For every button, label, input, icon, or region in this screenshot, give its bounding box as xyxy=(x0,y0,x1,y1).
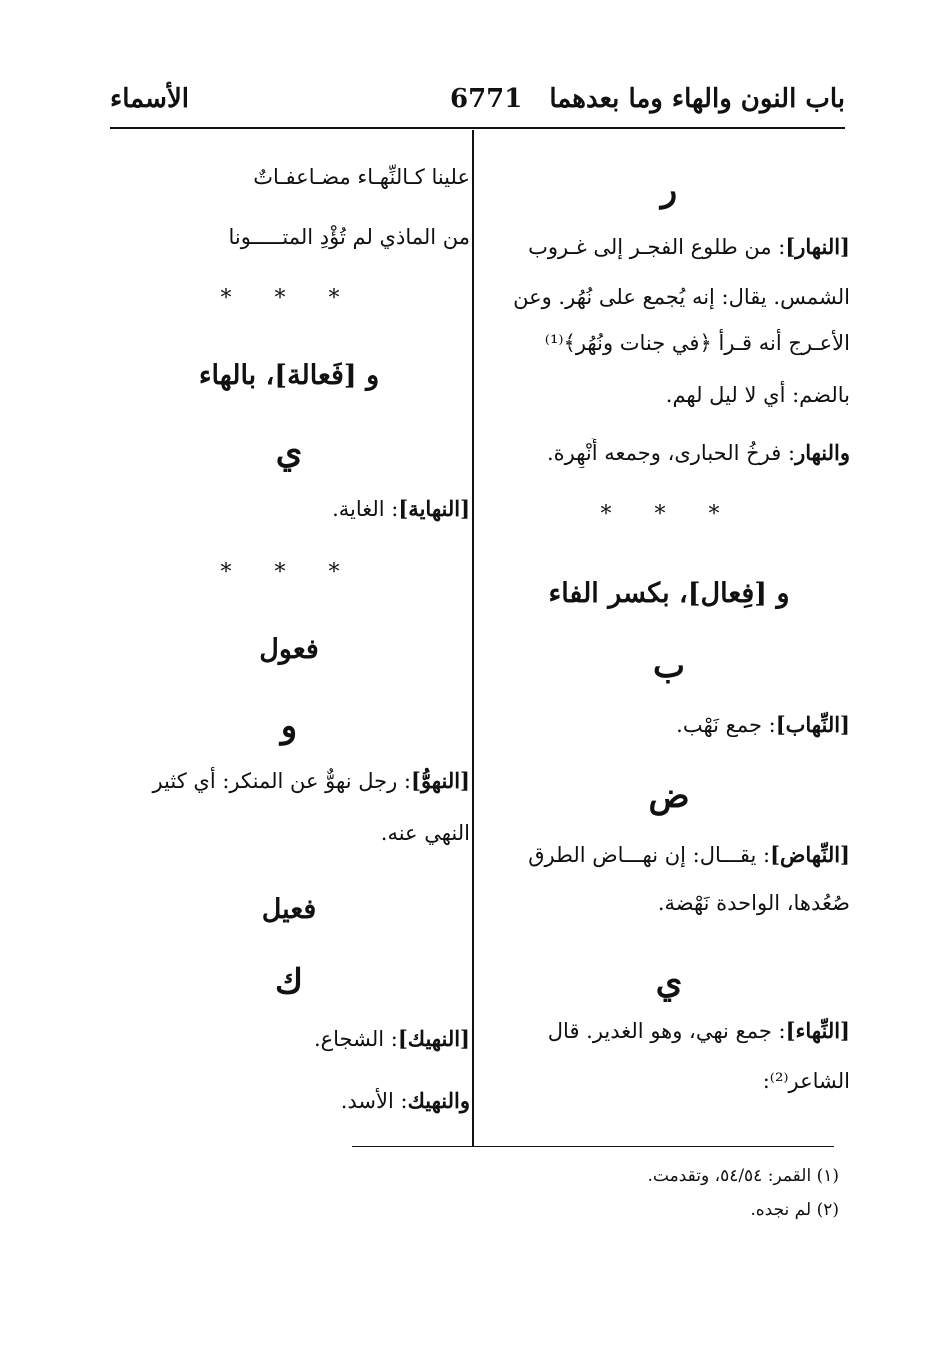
nahar2-text: : فرخُ الحبارى، وجمعه أَنْهِرة. xyxy=(546,441,796,465)
entry-nahar-line4: بالضم: أي لا ليل لهم. xyxy=(665,383,850,407)
page-number: 6771 xyxy=(450,84,523,114)
letter-heading-r: ر xyxy=(660,170,678,210)
term-nahar2: والنهار xyxy=(795,440,850,465)
section-heading-faala: و [فَعالة]، بالهاء xyxy=(198,360,380,391)
letter-heading-d: ض xyxy=(648,776,690,816)
term-nihab: [النِّهاب] xyxy=(775,712,850,737)
entry-nihad-line1 xyxy=(488,840,850,870)
entry-nihaa-line1 xyxy=(488,1016,850,1046)
term-nihaya: [النهاية] xyxy=(398,496,470,521)
nahar-text-1: : من طلوع الفجـر إلى غـروب xyxy=(528,235,786,259)
entry-nahw-line2: النهي عنه. xyxy=(380,821,470,845)
letter-heading-y: ي xyxy=(655,962,683,1002)
entry-nahar2 xyxy=(488,438,850,468)
entry-nahar-line1 xyxy=(488,232,850,262)
verse-line1: علينا كـالنِّهـاء مضـاعفـاتٌ xyxy=(253,165,470,189)
footnote-1: (١) القمر: ٥٤/٥٤، وتقدمت. xyxy=(647,1166,839,1186)
section-heading-fial: و [فِعال]، بكسر الفاء xyxy=(548,578,790,609)
section-title: الأسماء xyxy=(110,84,190,114)
column-divider xyxy=(472,130,474,1147)
footnote-2: (٢) لم نجده. xyxy=(750,1200,839,1220)
section-heading-faul: فعول xyxy=(259,634,319,665)
entry-nihaa-line2: الشاعر⁽²⁾: xyxy=(762,1069,850,1093)
entry-nihaya xyxy=(108,494,470,524)
chapter-title: باب النون والهاء وما بعدهما xyxy=(549,84,845,114)
header-rule xyxy=(110,127,845,129)
section-separator-2: * * * xyxy=(220,560,358,585)
nahw-text-1: : رجل نهوٌّ عن المنكر: أي كثير xyxy=(152,769,412,793)
nihab-text: : جمع نَهْب. xyxy=(676,713,776,737)
term-nahar: [النهار] xyxy=(785,234,850,259)
section-heading-fail: فعيل xyxy=(261,894,317,925)
entry-nahar-line3: الأعـرج أنه قـرأ ﴿في جنات ونُهُر﴾⁽¹⁾ xyxy=(544,331,850,355)
entry-nihad-line2: صُعُدها، الواحدة نَهْضة. xyxy=(657,891,850,915)
entry-nahik xyxy=(108,1024,470,1054)
nihaa-text-1: : جمع نهي، وهو الغدير. قال xyxy=(547,1019,786,1043)
nihaya-text: : الغاية. xyxy=(332,497,399,521)
section-separator: * * * xyxy=(600,502,738,527)
section-separator-1: * * * xyxy=(220,286,358,311)
letter-heading-k: ك xyxy=(274,962,304,1002)
entry-nahw-line1 xyxy=(108,766,470,796)
term-nahik2: والنهيك xyxy=(407,1088,470,1113)
nahik2-text: : الأسد. xyxy=(340,1089,408,1113)
term-nahw: [النهوُّ] xyxy=(411,768,470,793)
nahik-text: : الشجاع. xyxy=(313,1027,398,1051)
letter-heading-b: ب xyxy=(652,646,685,686)
entry-nihab xyxy=(488,710,850,740)
page-header xyxy=(110,84,845,124)
letter-heading-w: و xyxy=(280,706,298,746)
footnote-rule xyxy=(352,1146,834,1147)
nihad-text-1: : يقـــال: إن نهـــاض الطرق xyxy=(528,843,771,867)
term-nahik: [النهيك] xyxy=(397,1026,470,1051)
letter-heading-y: ي xyxy=(275,432,303,472)
term-nihad: [النِّهاض] xyxy=(770,842,850,867)
term-nihaa: [النِّهاء] xyxy=(785,1018,850,1043)
verse-line2: من الماذي لم تُؤْدِ المتـــــونا xyxy=(228,225,470,249)
entry-nahik2 xyxy=(108,1086,470,1116)
entry-nahar-line2: الشمس. يقال: إنه يُجمع على نُهُر. وعن xyxy=(513,285,850,309)
